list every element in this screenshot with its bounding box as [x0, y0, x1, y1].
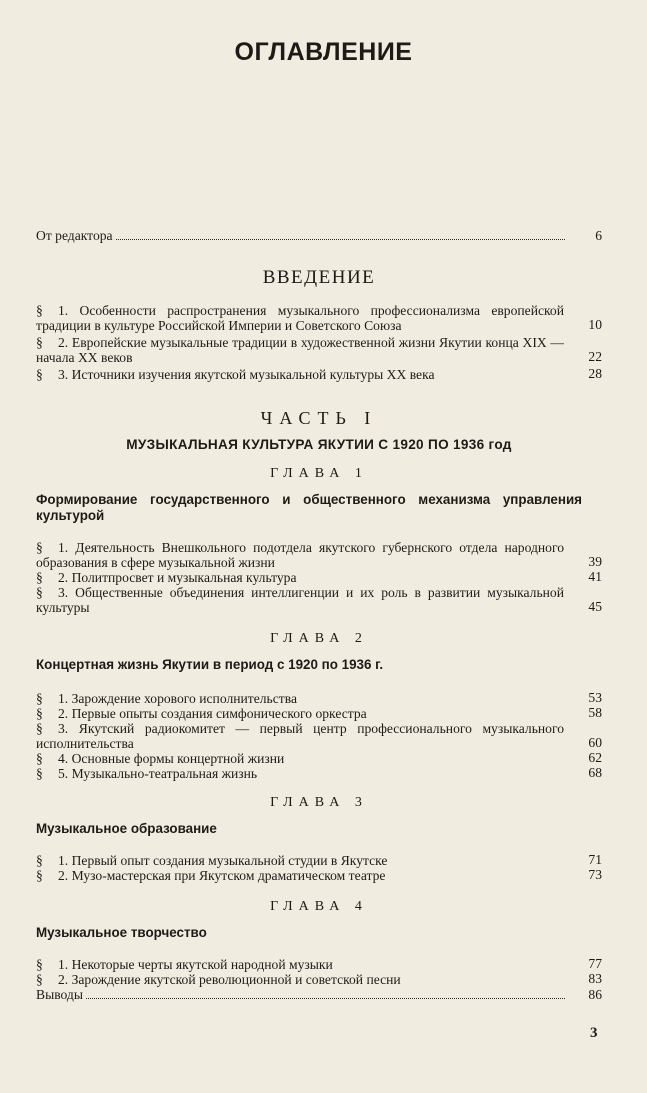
- toc-entry-conclusions[interactable]: [36, 987, 602, 1002]
- entry-text: § 3. Источники изучения якутской музыкальной культуры XX века: [36, 367, 435, 382]
- toc-entry[interactable]: [36, 691, 602, 706]
- chapter-list: [36, 691, 602, 781]
- intro-list: [36, 303, 602, 382]
- part-label: ЧАСТЬ I: [260, 408, 378, 428]
- part-subtitle: МУЗЫКАЛЬНАЯ КУЛЬТУРА ЯКУТИИ С 1920 ПО 1936 год: [126, 437, 512, 452]
- toc-entry-editor[interactable]: [36, 228, 602, 243]
- entry-text: § 1. Деятельность Внешкольного подотдела якутского губернского отдела народного образования в сфере музыкальной жизни: [36, 540, 564, 570]
- toc-entry[interactable]: [36, 540, 602, 570]
- toc-entry[interactable]: [36, 585, 602, 615]
- toc-entry[interactable]: [36, 303, 602, 333]
- toc-entry[interactable]: [36, 766, 602, 781]
- entry-text: § 4. Основные формы концертной жизни: [36, 751, 285, 766]
- chapter-title: Концертная жизнь Якутии в период с 1920 по 1936 г.: [36, 657, 384, 672]
- entry-text: § 2. Первые опыты создания симфонического оркестра: [36, 706, 367, 721]
- dot-leader: [116, 239, 565, 240]
- dot-leader: [86, 998, 565, 999]
- page-ref: 45: [588, 599, 602, 614]
- toc-entry[interactable]: [36, 367, 602, 382]
- entry-text: § 1. Некоторые черты якутской народной музыки: [36, 957, 333, 972]
- page-ref: 28: [588, 366, 602, 381]
- page-ref: 60: [588, 735, 602, 750]
- entry-text: § 1. Первый опыт создания музыкальной студии в Якутске: [36, 853, 388, 868]
- chapter-title: Музыкальное творчество: [36, 925, 207, 940]
- page-ref: 86: [588, 987, 602, 1002]
- chapter-label: ГЛАВА 2: [270, 631, 368, 646]
- entry-text: Выводы: [36, 987, 83, 1002]
- page-ref: 6: [595, 228, 602, 243]
- entry-text: § 2. Европейские музыкальные традиции в художественной жизни Якутии конца XIX — начала XX веков: [36, 335, 564, 365]
- toc-entry[interactable]: [36, 570, 602, 585]
- chapter-label: ГЛАВА 3: [270, 795, 368, 810]
- toc-entry[interactable]: [36, 868, 602, 883]
- chapter-label: ГЛАВА 4: [270, 899, 368, 914]
- entry-text: От редактора: [36, 228, 113, 243]
- page-ref: 41: [588, 569, 602, 584]
- entry-text: § 2. Политпросвет и музыкальная культура: [36, 570, 297, 585]
- chapter-list: [36, 957, 602, 987]
- entry-text: § 2. Зарождение якутской революционной и советской песни: [36, 972, 401, 987]
- intro-heading: ВВЕДЕНИЕ: [262, 267, 376, 288]
- chapter-list: [36, 540, 602, 615]
- toc-entry[interactable]: [36, 721, 602, 751]
- page-number: 3: [590, 1025, 598, 1041]
- page-ref: 62: [588, 750, 602, 765]
- chapter-label: ГЛАВА 1: [270, 466, 368, 481]
- page-title: ОГЛАВЛЕНИЕ: [234, 38, 413, 66]
- entry-text: § 5. Музыкально-театральная жизнь: [36, 766, 258, 781]
- page-ref: 68: [588, 765, 602, 780]
- page-ref: 83: [588, 971, 602, 986]
- page-ref: 22: [588, 349, 602, 364]
- entry-text: § 3. Общественные объединения интеллигенции и их роль в развитии музыкальной культуры: [36, 585, 564, 615]
- entry-text: § 2. Музо-мастерская при Якутском драматическом театре: [36, 868, 386, 883]
- page-ref: 53: [588, 690, 602, 705]
- toc-entry[interactable]: [36, 751, 602, 766]
- section-sign: §: [36, 303, 43, 318]
- page-ref: 10: [588, 317, 602, 332]
- toc-entry[interactable]: [36, 972, 602, 987]
- page-ref: 39: [588, 554, 602, 569]
- section-sign: §: [36, 335, 43, 350]
- toc-entry[interactable]: [36, 957, 602, 972]
- toc-entry[interactable]: [36, 335, 602, 365]
- page-ref: 58: [588, 705, 602, 720]
- toc-entry[interactable]: [36, 853, 602, 868]
- page-ref: 71: [588, 852, 602, 867]
- entry-text: § 3. Якутский радиокомитет — первый центр профессионального музыкального исполнительства: [36, 721, 564, 751]
- entry-text: § 1. Зарождение хорового исполнительства: [36, 691, 297, 706]
- chapter-title: Формирование государственного и общественного механизма управления культурой: [36, 492, 582, 523]
- chapter-title: Музыкальное образование: [36, 821, 217, 836]
- page-ref: 73: [588, 867, 602, 882]
- toc-content: [36, 228, 602, 1002]
- page-ref: 77: [588, 956, 602, 971]
- entry-text: § 1. Особенности распространения музыкального профессионализма европейской традиции в культуре Российской Империи и Советского Союза: [36, 303, 564, 333]
- chapter-list: [36, 853, 602, 883]
- toc-entry[interactable]: [36, 706, 602, 721]
- section-sign: §: [36, 367, 43, 382]
